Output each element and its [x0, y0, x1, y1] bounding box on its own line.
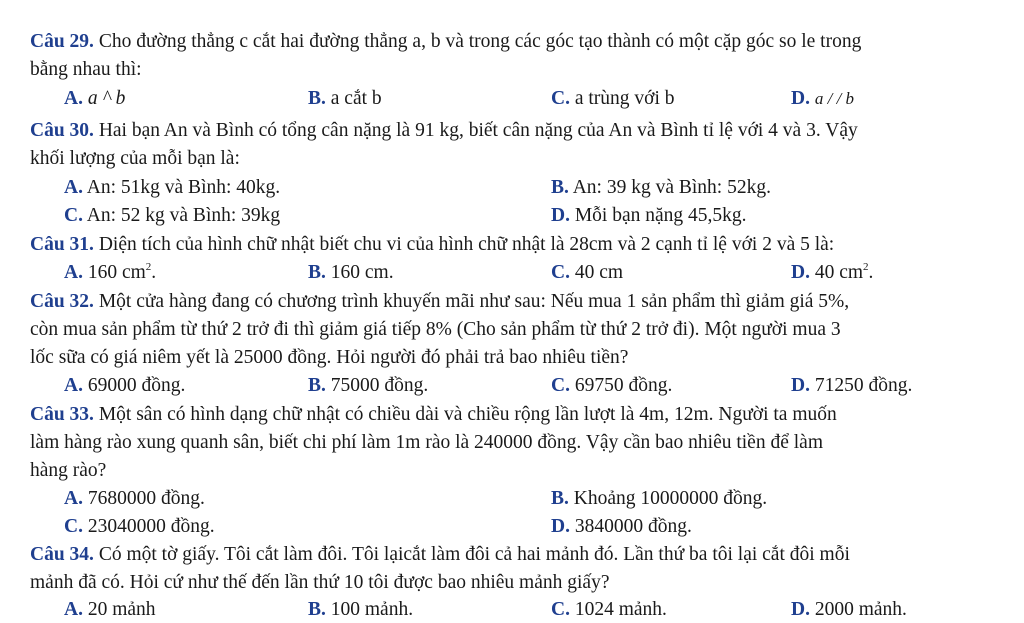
question-31-option-c: C. 40 cm [551, 262, 624, 283]
question-29-option-c: C. a trùng với b [551, 88, 675, 109]
question-29-option-d: D. a / / b [791, 88, 855, 109]
question-34-option-c: C. 1024 mảnh. [551, 599, 667, 620]
question-29-line-1: Câu 29. Cho đường thẳng c cắt hai đường thẳng a, b và trong các góc tạo thành có một cặp góc so le trong [30, 31, 862, 52]
question-31-option-a: A. 160 $cm^2$. [64, 260, 157, 283]
question-34-option-a: A. 20 mảnh [64, 599, 156, 620]
question-32-option-d: D. 71250 đồng. [791, 375, 913, 396]
question-32-option-b: B. 75000 đồng. [308, 375, 429, 396]
question-32-option-c: C. 69750 đồng. [551, 375, 673, 396]
question-29-line-2: bằng nhau thì: [30, 59, 142, 80]
question-33-option-c: C. 23040000 đồng. [64, 516, 215, 537]
question-31-option-d: D. 40 $cm^2$. [791, 260, 874, 283]
question-31-line-1: Câu 31. Diện tích của hình chữ nhật biết chu vi của hình chữ nhật là 28cm và 2 cạnh tỉ lệ với 2 và 5 là: [30, 234, 835, 255]
question-33-line-1: Câu 33. Một sân có hình dạng chữ nhật có chiều dài và chiều rộng lần lượt là 4m, 12m. Người ta muốn [30, 404, 837, 425]
question-29-number: Câu 29. [30, 31, 94, 52]
question-34-line-2: mảnh đã có. Hỏi cứ như thế đến lần thứ 10 tôi được bao nhiêu mảnh giấy? [30, 572, 610, 593]
question-30-line-1: Câu 30. Hai bạn An và Bình có tổng cân nặng là 91 kg, biết cân nặng của An và Bình tỉ lệ với 4 và 3. Vậy [30, 120, 858, 141]
question-32-line-2: còn mua sản phẩm từ thứ 2 trở đi thì giảm giá tiếp 8% (Cho sản phẩm từ thứ 2 trở đi). Một người mua 3 [30, 319, 841, 340]
question-33-number: Câu 33. [30, 404, 94, 425]
question-34-line-1: Câu 34. Có một tờ giấy. Tôi cắt làm đôi. Tôi lạicắt làm đôi cả hai mảnh đó. Lần thứ ba tôi lại cắt đôi mỗi [30, 544, 850, 565]
question-30-line-2: khối lượng của mỗi bạn là: [30, 148, 240, 169]
question-32-line-3: lốc sữa có giá niêm yết là 25000 đồng. Hỏi người đó phải trả bao nhiêu tiền? [30, 347, 629, 368]
question-34-number: Câu 34. [30, 544, 94, 565]
question-31-option-b: B. 160 cm. [308, 262, 394, 283]
question-32-line-1: Câu 32. Một cửa hàng đang có chương trình khuyến mãi như sau: Nếu mua 1 sản phẩm thì giảm giá 5%, [30, 291, 850, 312]
question-33-line-3: hàng rào? [30, 460, 107, 481]
question-32-option-a: A. 69000 đồng. [64, 375, 186, 396]
question-30-option-c: C. An: 52 kg và Bình: 39kg [64, 205, 281, 226]
question-30-option-a: A. An: 51kg và Bình: 40kg. [64, 177, 281, 198]
question-30-number: Câu 30. [30, 120, 94, 141]
question-33-option-a: A. 7680000 đồng. [64, 488, 205, 509]
question-34-option-d: D. 2000 mảnh. [791, 599, 907, 620]
question-34-option-b: B. 100 mảnh. [308, 599, 414, 620]
question-29-option-a: A. a ^ b [64, 88, 126, 109]
question-31-number: Câu 31. [30, 234, 94, 255]
question-32-number: Câu 32. [30, 291, 94, 312]
question-33-line-2: làm hàng rào xung quanh sân, biết chi phí làm 1m rào là 240000 đồng. Vậy cần bao nhiêu tiền để làm [30, 432, 823, 453]
question-33-option-b: B. Khoảng 10000000 đồng. [551, 488, 768, 509]
question-33-option-d: D. 3840000 đồng. [551, 516, 692, 537]
question-29-option-b: B. a cắt b [308, 88, 382, 109]
question-30-option-b: B. An: 39 kg và Bình: 52kg. [551, 177, 771, 198]
question-30-option-d: D. Mỗi bạn nặng 45,5kg. [551, 205, 747, 226]
